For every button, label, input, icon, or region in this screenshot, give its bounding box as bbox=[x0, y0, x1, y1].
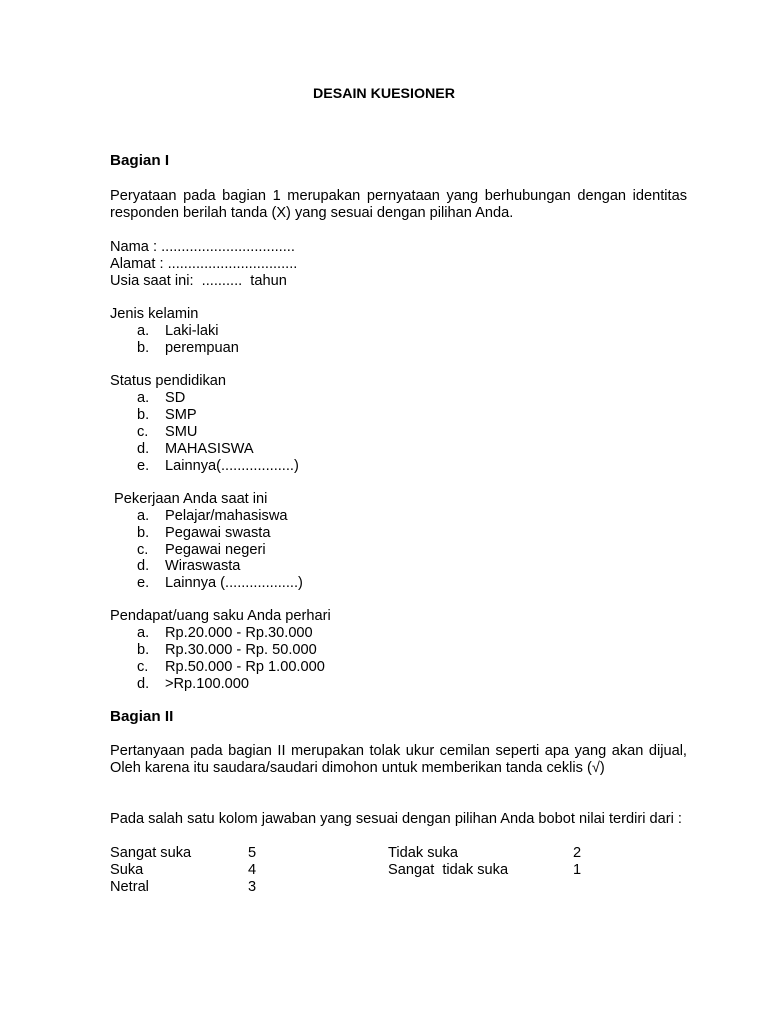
option-item bbox=[137, 676, 249, 693]
scale-label: Sangat tidak suka bbox=[388, 862, 509, 878]
option-item bbox=[137, 625, 313, 642]
option-item bbox=[137, 525, 270, 542]
option-item bbox=[137, 575, 303, 592]
alamat-field: Alamat : ................................ bbox=[110, 256, 298, 272]
option-item bbox=[137, 558, 240, 575]
option-text: MAHASISWA bbox=[165, 441, 254, 457]
option-item bbox=[137, 542, 266, 559]
option-item bbox=[137, 340, 239, 357]
document-title: DESAIN KUESIONER bbox=[313, 86, 455, 102]
option-letter: d. bbox=[137, 558, 150, 574]
option-letter: a. bbox=[137, 508, 150, 524]
scale-value: 5 bbox=[248, 845, 257, 861]
option-letter: d. bbox=[137, 676, 150, 692]
option-text: SD bbox=[165, 390, 186, 406]
section-heading-bagian-2: Bagian II bbox=[110, 708, 174, 725]
scale-value: 4 bbox=[248, 862, 257, 878]
option-item bbox=[137, 323, 219, 340]
option-letter: a. bbox=[137, 323, 150, 339]
option-text: SMP bbox=[165, 407, 197, 423]
option-text: Pegawai swasta bbox=[165, 525, 271, 541]
option-letter: b. bbox=[137, 407, 150, 423]
option-item bbox=[137, 407, 197, 424]
bagian-2-intro: Pertanyaan pada bagian II merupakan tolak ukur cemilan seperti apa yang akan dijual, Oleh karena itu saudara/saudari dimohon untuk memberikan tanda ceklis (√) bbox=[110, 743, 687, 776]
question-label-jenis-kelamin: Jenis kelamin bbox=[110, 306, 199, 322]
option-text: Lainnya (..................) bbox=[165, 575, 303, 591]
question-label-pekerjaan: Pekerjaan Anda saat ini bbox=[110, 491, 268, 507]
option-text: SMU bbox=[165, 424, 198, 440]
option-text: Rp.50.000 - Rp 1.00.000 bbox=[165, 659, 325, 675]
option-letter: b. bbox=[137, 340, 150, 356]
option-letter: b. bbox=[137, 642, 150, 658]
option-item bbox=[137, 390, 185, 407]
option-item bbox=[137, 659, 325, 676]
scale-label: Suka bbox=[110, 862, 144, 878]
option-letter: a. bbox=[137, 625, 150, 641]
option-item bbox=[137, 441, 254, 458]
option-letter: a. bbox=[137, 390, 150, 406]
option-letter: e. bbox=[137, 458, 150, 474]
nama-field: Nama : ................................. bbox=[110, 239, 295, 255]
option-item bbox=[137, 642, 317, 659]
option-letter: e. bbox=[137, 575, 150, 591]
option-text: Rp.30.000 - Rp. 50.000 bbox=[165, 642, 317, 658]
usia-field: Usia saat ini: .......... tahun bbox=[110, 273, 287, 289]
option-letter: b. bbox=[137, 525, 150, 541]
scale-label: Sangat suka bbox=[110, 845, 192, 861]
bagian-2-instruction: Pada salah satu kolom jawaban yang sesuai dengan pilihan Anda bobot nilai terdiri dari : bbox=[110, 811, 682, 827]
option-text: Pegawai negeri bbox=[165, 542, 266, 558]
option-letter: d. bbox=[137, 441, 150, 457]
scale-label: Tidak suka bbox=[388, 845, 459, 861]
option-text: perempuan bbox=[165, 340, 239, 356]
scale-value: 2 bbox=[573, 845, 582, 861]
option-text: Pelajar/mahasiswa bbox=[165, 508, 288, 524]
option-letter: c. bbox=[137, 542, 149, 558]
scale-value: 1 bbox=[573, 862, 582, 878]
option-letter: c. bbox=[137, 424, 149, 440]
option-item bbox=[137, 458, 299, 475]
question-label-status-pendidikan: Status pendidikan bbox=[110, 373, 227, 389]
option-text: Rp.20.000 - Rp.30.000 bbox=[165, 625, 313, 641]
option-letter: c. bbox=[137, 659, 149, 675]
option-item bbox=[137, 508, 287, 525]
option-item bbox=[137, 424, 197, 441]
option-text: >Rp.100.000 bbox=[165, 676, 249, 692]
option-text: Wiraswasta bbox=[165, 558, 241, 574]
option-text: Laki-laki bbox=[165, 323, 219, 339]
section-heading-bagian-1: Bagian I bbox=[110, 152, 170, 169]
scale-label: Netral bbox=[110, 879, 149, 895]
option-text: Lainnya(..................) bbox=[165, 458, 299, 474]
scale-value: 3 bbox=[248, 879, 257, 895]
bagian-1-intro: Peryataan pada bagian 1 merupakan pernyataan yang berhubungan dengan identitas responden berilah tanda (X) yang sesuai dengan pilihan Anda. bbox=[110, 188, 687, 221]
question-label-pendapat: Pendapat/uang saku Anda perhari bbox=[110, 608, 331, 624]
